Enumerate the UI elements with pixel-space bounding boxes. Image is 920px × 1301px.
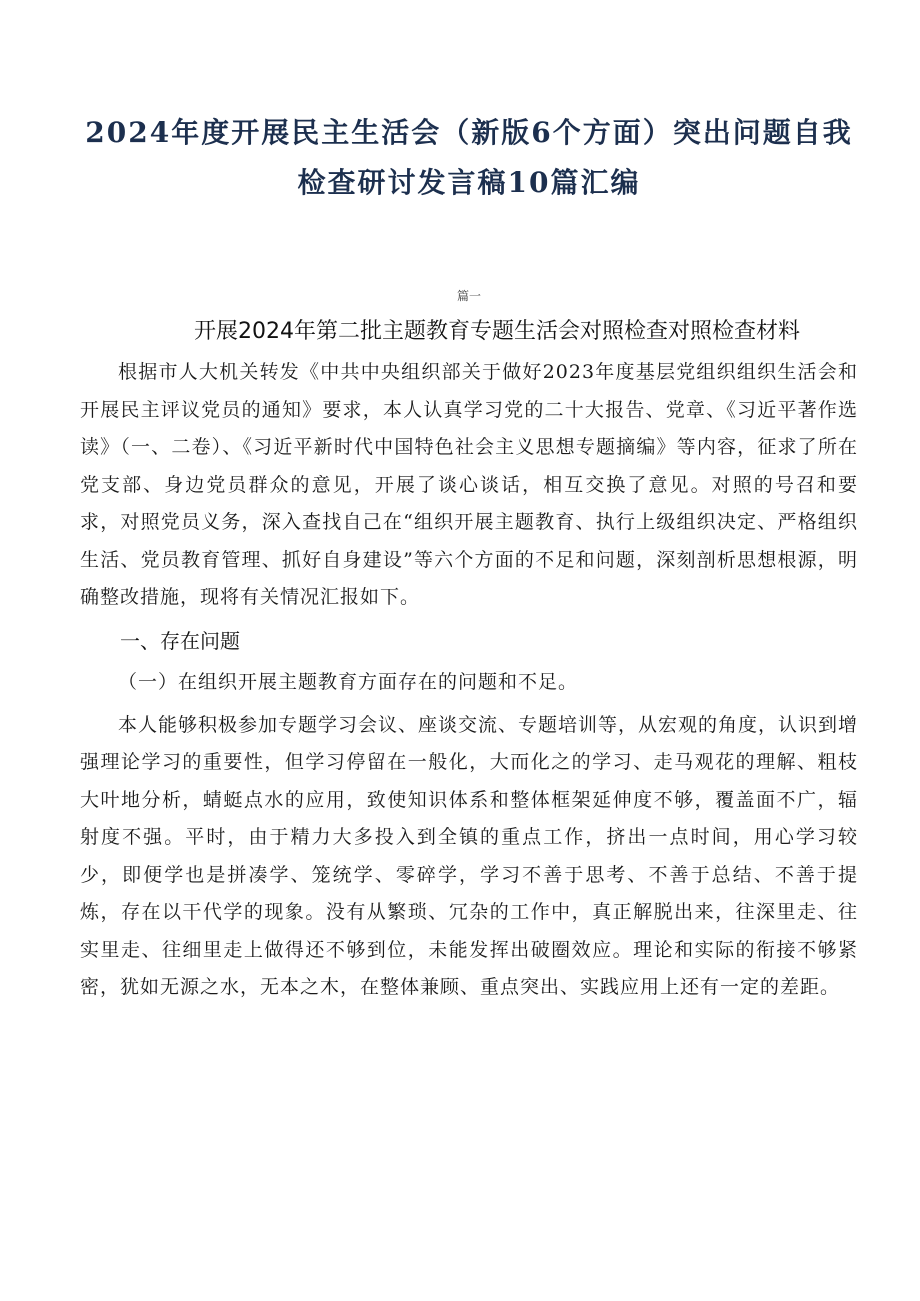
article-subtitle: 开展2024年第二批主题教育专题生活会对照检查对照检查材料 <box>194 319 800 344</box>
body-paragraph: 本人能够积极参加专题学习会议、座谈交流、专题培训等，从宏观的角度，认识到增强理论学习的重要性，但学习停留在一般化，大而化之的学习、走马观花的理解、粗枝大叶地分析，蜻蜓点水的应用，致使知识体系和整体框架延伸度不够，覆盖面不广，辐射度不强。平时，由于精力大多投入到全镇的重点工作，挤出一点时间，用心学习较少，即便学也是拼凑学、笼统学、零碎学，学习不善于思考、不善于总结、不善于提炼，存在以干代学的现象。没有从繁琐、冗杂的工作中，真正解脱出来，往深里走、往实里走、往细里走上做得还不够到位，未能发挥出破圈效应。理论和实际的衔接不够紧密，犹如无源之水，无本之木，在整体兼顾、重点突出、实践应用上还有一定的差距。 <box>80 713 859 998</box>
sub-heading: （一）在组织开展主题教育方面存在的问题和不足。 <box>118 670 579 693</box>
part-label: 篇一 <box>456 289 481 303</box>
section-heading: 一、存在问题 <box>120 628 240 653</box>
intro-paragraph: 根据市人大机关转发《中共中央组织部关于做好2023年度基层党组织组织生活会和开展民主评议党员的通知》要求，本人认真学习党的二十大报告、党章、《习近平著作选读》（一、二卷）、《习近平新时代中国特色社会主义思想专题摘编》等内容，征求了所在党支部、身边党员群众的意见，开展了谈心谈话，相互交换了意见。对照的号召和要求，对照党员义务，深入查找自己在“组织开展主题教育、执行上级组织决定、严格组织生活、党员教育管理、抓好自身建设”等六个方面的不足和问题，深刻剖析思想根源，明确整改措施，现将有关情况汇报如下。 <box>80 361 858 608</box>
document-title-line-1: 2024年度开展民主生活会（新版6个方面）突出问题自我 <box>85 116 853 149</box>
document-title <box>80 0 858 208</box>
document-title-line-2: 检查研讨发言稿10篇汇编 <box>297 166 641 199</box>
